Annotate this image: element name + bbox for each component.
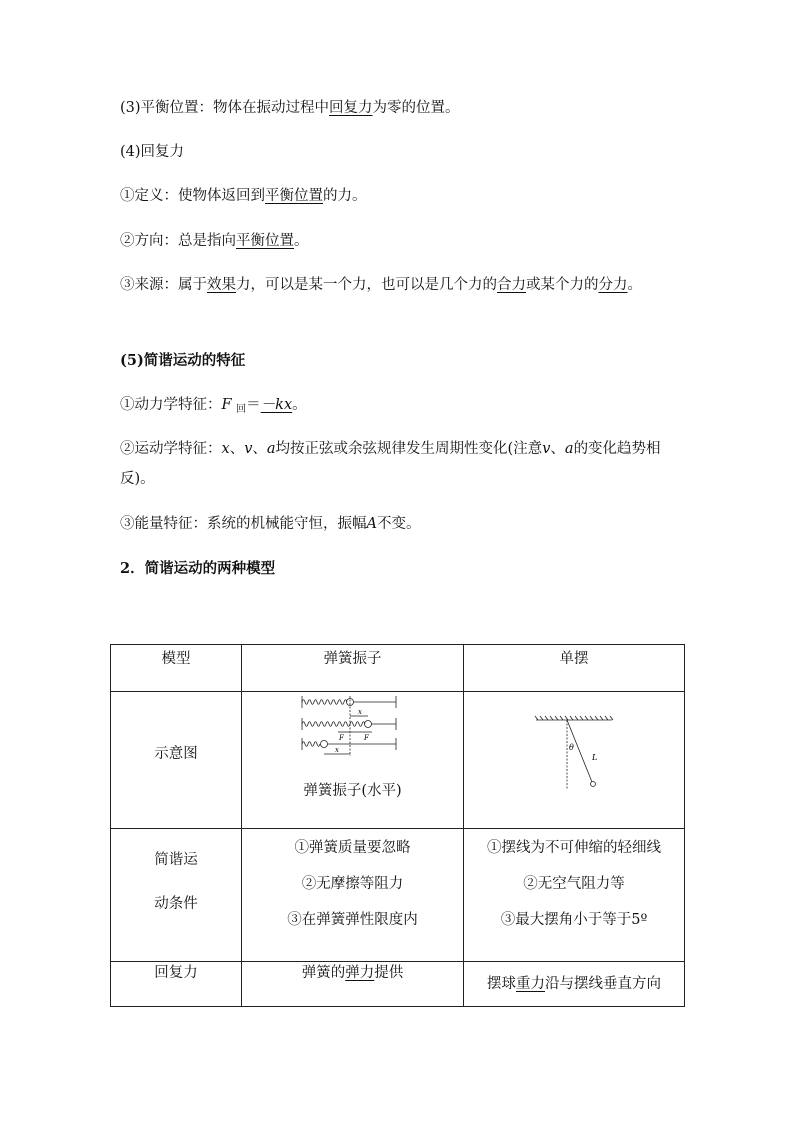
answer-component-force: 分力 — [598, 277, 628, 293]
pendulum-conditions-cell — [464, 829, 685, 962]
paragraph-equilibrium-position: (3)平衡位置：物体在振动过程中回复力为零的位置。 — [120, 100, 460, 116]
heading-two-models: 2．简谐运动的两种模型 — [120, 560, 276, 577]
spring-diagram-cell — [242, 692, 464, 829]
spring-label-x2: x — [334, 746, 339, 754]
heading-shm-features: (5)简谐运动的特征 — [120, 352, 246, 369]
spring-label-x: x — [357, 708, 362, 716]
spring-condition-1: ①弹簧质量要忽略 — [294, 840, 411, 856]
paragraph-definition: ①定义：使物体返回到平衡位置的力。 — [120, 188, 367, 204]
answer-equilibrium-position-2: 平衡位置 — [236, 233, 294, 249]
label-diagram-cell: 示意图 — [111, 692, 242, 829]
spring-condition-2: ②无摩擦等阻力 — [301, 876, 404, 892]
header-spring-oscillator: 弹簧振子 — [242, 645, 464, 692]
header-model: 模型 — [111, 645, 242, 692]
paragraph-direction: ②方向：总是指向平衡位置。 — [120, 233, 309, 249]
pendulum-diagram — [534, 714, 614, 794]
table-header-row — [111, 645, 685, 692]
spring-caption: 弹簧振子(水平) — [303, 783, 402, 799]
paragraph-dynamics: ①动力学特征：F $_回$＝－kx。 — [120, 397, 307, 415]
table-row-diagram — [111, 692, 685, 829]
heading-restoring-force: (4)回复力 — [120, 144, 185, 160]
answer-elastic-force: 弹力 — [345, 965, 375, 981]
paragraph-energy: ③能量特征：系统的机械能守恒，振幅A不变。 — [120, 516, 421, 532]
pendulum-condition-3: ③最大摆角小于等于5º — [500, 912, 648, 928]
header-pendulum: 单摆 — [464, 645, 685, 692]
paragraph-source: ③来源：属于效果力，可以是某一个力，也可以是几个力的合力或某个力的分力。 — [120, 277, 642, 293]
label-conditions-cell: 简谐运 动条件 — [111, 829, 242, 962]
table-row-restoring-force — [111, 962, 685, 1007]
pendulum-label-l: L — [592, 753, 598, 762]
spring-restoring-force-cell: 弹簧的弹力提供 — [242, 962, 464, 1007]
models-table — [110, 644, 685, 1007]
answer-equilibrium-position: 平衡位置 — [265, 188, 323, 204]
label-restoring-force-cell: 回复力 — [111, 962, 242, 1007]
answer-resultant-force: 合力 — [497, 277, 526, 293]
pendulum-label-theta: θ — [569, 743, 574, 752]
pendulum-diagram-cell — [464, 692, 685, 829]
answer-effect: 效果 — [207, 277, 236, 293]
spring-label-f-right: F — [363, 734, 369, 742]
answer-gravity: 重力 — [516, 976, 545, 992]
pendulum-condition-2: ②无空气阻力等 — [523, 876, 625, 892]
pendulum-restoring-force-cell: 摆球重力沿与摆线垂直方向 — [464, 962, 685, 1007]
answer-restoring-force: 回复力 — [329, 100, 373, 116]
paragraph-kinematics: ②运动学特征：x、v、a均按正弦或余弦规律发生周期性变化(注意v、a的变化趋势相反)。 — [120, 441, 661, 487]
pendulum-condition-1: ①摆线为不可伸缩的轻细线 — [487, 840, 661, 856]
answer-minus-kx: －kx — [260, 397, 293, 413]
table-row-conditions — [111, 829, 685, 962]
spring-label-f-left: F — [338, 734, 344, 742]
spring-conditions-cell — [242, 829, 464, 962]
spring-condition-3: ③在弹簧弹性限度内 — [287, 912, 418, 928]
spring-oscillator-diagram — [298, 694, 408, 758]
